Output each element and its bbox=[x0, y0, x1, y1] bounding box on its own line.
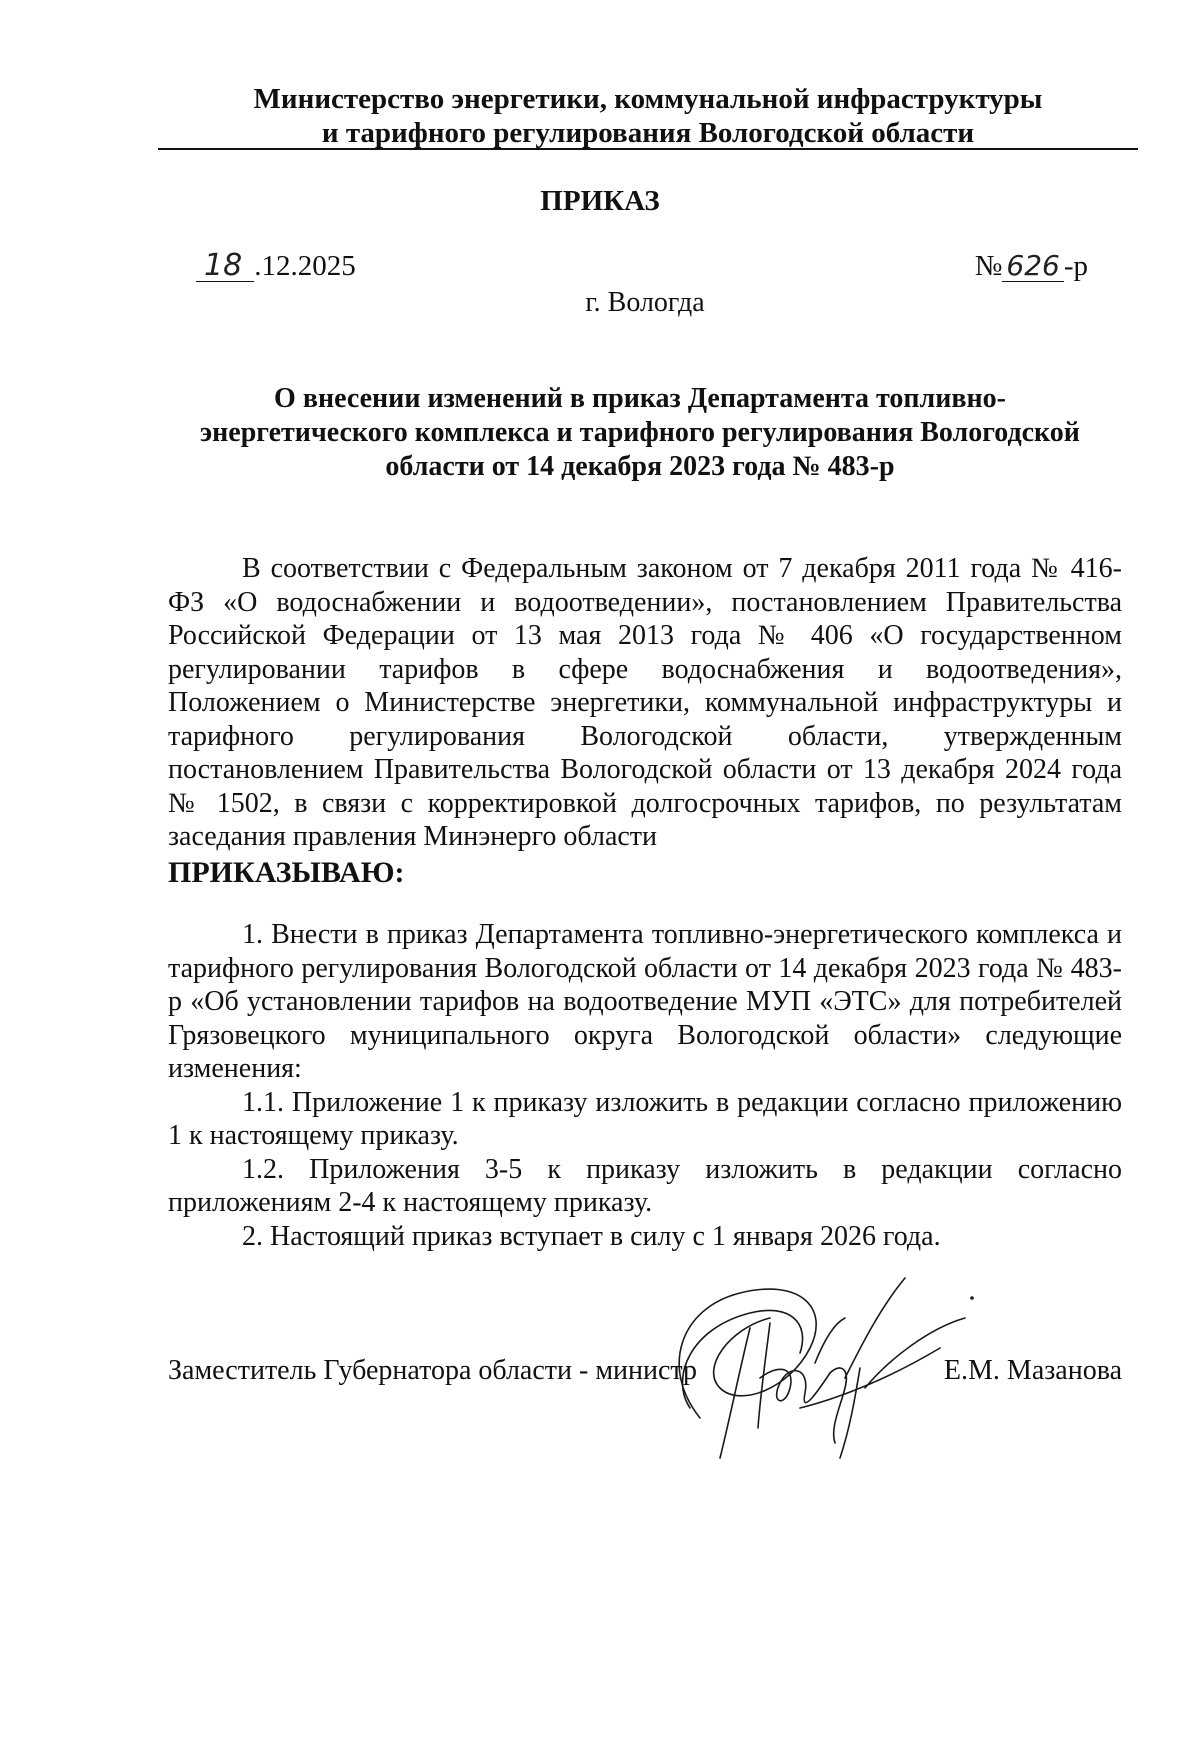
order-number bbox=[975, 250, 1088, 283]
order-number-suffix: -р bbox=[1063, 250, 1088, 282]
header-divider bbox=[158, 148, 1138, 150]
order-title: ПРИКАЗ bbox=[540, 185, 660, 217]
order-item-1-2: 1.2. Приложения 3-5 к приказу изложить в редакции согласно приложениям 2-4 к настоящему приказу. bbox=[168, 1153, 1122, 1218]
order-item-1-1: 1.1. Приложение 1 к приказу изложить в редакции согласно приложению 1 к настоящему приказу. bbox=[168, 1086, 1122, 1151]
order-subject-line-2: энергетического комплекса и тарифного регулирования Вологодской bbox=[200, 417, 1080, 448]
ministry-header bbox=[158, 82, 1138, 150]
order-date bbox=[196, 250, 356, 283]
signatory-position: Заместитель Губернатора области - министр bbox=[168, 1355, 697, 1386]
order-subject bbox=[175, 382, 1105, 484]
order-number-prefix: № bbox=[974, 250, 1003, 282]
order-subject-line-1: О внесении изменений в приказ Департамента топливно- bbox=[274, 383, 1006, 414]
order-date-rest: .12.2025 bbox=[254, 250, 356, 282]
signatory-name: Е.М. Мазанова bbox=[943, 1355, 1122, 1386]
preamble-paragraph: В соответствии с Федеральным законом от 7 декабря 2011 года № 416-ФЗ «О водоснабжении и водоотведении», постановлением Правительства Российской Федерации от 13 мая 2013 года № 406 «О государственном регулировании тарифов в сфере водоснабжения и водоотведения», Положением о Министерстве энергетики, коммунальной инфраструктуры и тарифного регулирования Вологодской области, утвержденным постановлением Правительства Вологодской области от 13 декабря 2024 года № 1502, в связи с корректировкой долгосрочных тарифов, по результатам заседания правления Минэнерго области bbox=[168, 553, 1122, 852]
order-subject-line-3: области от 14 декабря 2023 года № 483-р bbox=[385, 451, 895, 482]
ministry-header-line-2: и тарифного регулирования Вологодской области bbox=[321, 117, 975, 149]
order-item-1: 1. Внести в приказ Департамента топливно-энергетического комплекса и тарифного регулирования Вологодской области от 14 декабря 2023 года № 483-р «Об установлении тарифов на водоотведение МУП «ЭТС» для потребителей Грязовецкого муниципального округа Вологодской области» следующие изменения: bbox=[168, 919, 1122, 1084]
order-number-value: 626 bbox=[1002, 251, 1063, 282]
handwritten-signature-icon bbox=[660, 1268, 980, 1468]
order-city: г. Вологда bbox=[585, 287, 705, 318]
ministry-header-line-1: Министерство энергетики, коммунальной инфраструктуры bbox=[253, 83, 1043, 115]
preamble bbox=[168, 552, 1122, 854]
order-directive: ПРИКАЗЫВАЮ: bbox=[168, 856, 405, 889]
order-items bbox=[168, 918, 1122, 1253]
order-item-2: 2. Настоящий приказ вступает в силу с 1 января 2026 года. bbox=[242, 1220, 941, 1252]
order-date-day: 18 bbox=[196, 251, 254, 282]
